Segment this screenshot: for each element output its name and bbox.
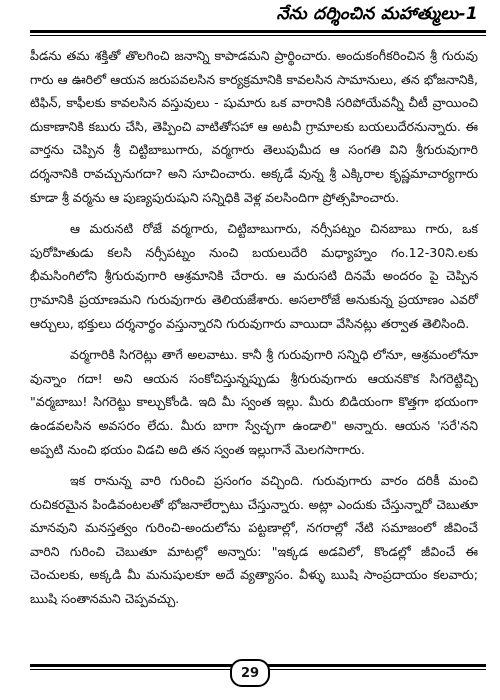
paragraph-3: వర్మగారికి సిగరెట్లు తాగే అలవాటు. కానీ శ్రీ గురువుగారి సన్నిధి లోనూ, ఆశ్రమంలోనూ వున్నాం గదా! అని ఆయన సంకోచిస్తున్నప్పుడు శ్రీగురువుగారు ఆయనకొక సిగరెట్టిచ్చి "వర్మబాబు! సిగరెట్టు కాల్చుకోండి. ఇది మీ స్వంత ఇల్లు. మీరు బిడియంగా కొత్తగా భయంగా ఉండవలసిన అవసరం లేదు. మీరు బాగా స్వేచ్ఛగా ఉండాలి" అన్నారు. ఆయన 'సరే'నని అప్పటి నుంచి భయం విడచి అది తన స్వంత ఇల్లుగానే మెలగసాగారు. (30, 347, 478, 457)
page-number-badge (230, 659, 270, 687)
running-header: నేను దర్శించిన మహాత్ములు-1 (276, 4, 478, 24)
page-body (30, 44, 478, 611)
paragraph-1: పీడను తమ శక్తితో తొలగించి జనాన్ని కాపాడమని ప్రార్థించారు. అందుకంగీకరించిన శ్రీ గురువు గారు ఆ ఊరిలో ఆయన జరుపవలసిన కార్యక్రమానికి కావలసిన సామానులు, తన భోజనానికి, టిఫిన్, కాఫీలకు కావలసిన వస్తువులు - షుమారు ఒక వారానికి సరిపోయేవన్నీ చీటీ వ్రాయించి దుకాణానికి కబురు చేసి, తెప్పించి వాటితోసహా ఆ అటవీ గ్రామాలకు బయలుదేరనున్నారు. ఈ వార్తను చెప్పిన శ్రీ చిట్టిబాబుగారు, వర్మగారు తెలుపుమీద ఆ సంగతి విని శ్రీగురువుగారి దర్శనానికి రావచ్చునుగదా? అని సూచించారు. అక్కడే వున్న శ్రీ ఎక్కిరాల కృష్ణమాచార్యగారు కూడా శ్రీ వర్మను ఆ పుణ్యపురుషుని సన్నిధికి వెళ్ల వలసిందిగా ప్రోత్సహించారు. (30, 48, 478, 205)
header-rule-thin (30, 35, 486, 36)
page-number: 29 (240, 665, 260, 681)
header-rule-thick (30, 30, 486, 33)
paragraph-2: ఆ మరునటి రోజే వర్మగారు, చిట్టిబాబుగారు, నర్సీపట్నం చినబాబు గారు, ఒక పురోహితుడు కలసి నర్సీపట్నం నుంచి బయలుదేరి మధ్యాహ్నం గం.12-30ని.లకు భీమసింగిలోని శ్రీగురువుగారి ఆశ్రమానికి చేరారు. ఆ మరుసటి దినమే అందరం పై చెప్పిన గ్రామానికి ప్రయాణమని గురువుగారు తెలియజేశారు. అసలారోజే అనుకున్న ప్రయాణం ఎవరో ఆర్చులు, భక్తులు దర్శనార్థం వస్తున్నారని గురువుగారు వాయిదా వేసినట్లు తర్వాత తెలిసింది. (30, 221, 478, 331)
paragraph-4: ఇక రానున్న వారి గురించి ప్రసంగం వచ్చింది. గురువుగారు వారం దరికీ మంచి రుచికరమైన పిండివంటలతో భోజనాలేర్పాటు చేస్తున్నారు. అట్లా ఎందుకు చేస్తున్నారో చెబుతూ మానవుని మనస్తత్వం గురించి-అందులోను పట్టణాల్లో, నగరాల్లో నేటి సమాజంలో జీవించే వారిని గురించి చెబుతూ మాటల్లో అన్నారు: "ఇక్కడ అడవిలో, కొండల్లో జీవించే ఈ చెంచులకు, అక్కడి మీ మనుషులకూ అదే వ్యత్యాసం. వీళ్ళు ఋషి సాంప్రదాయం కలవారు; ఋషి సంతానమని చెప్పవచ్చు. (30, 473, 478, 607)
